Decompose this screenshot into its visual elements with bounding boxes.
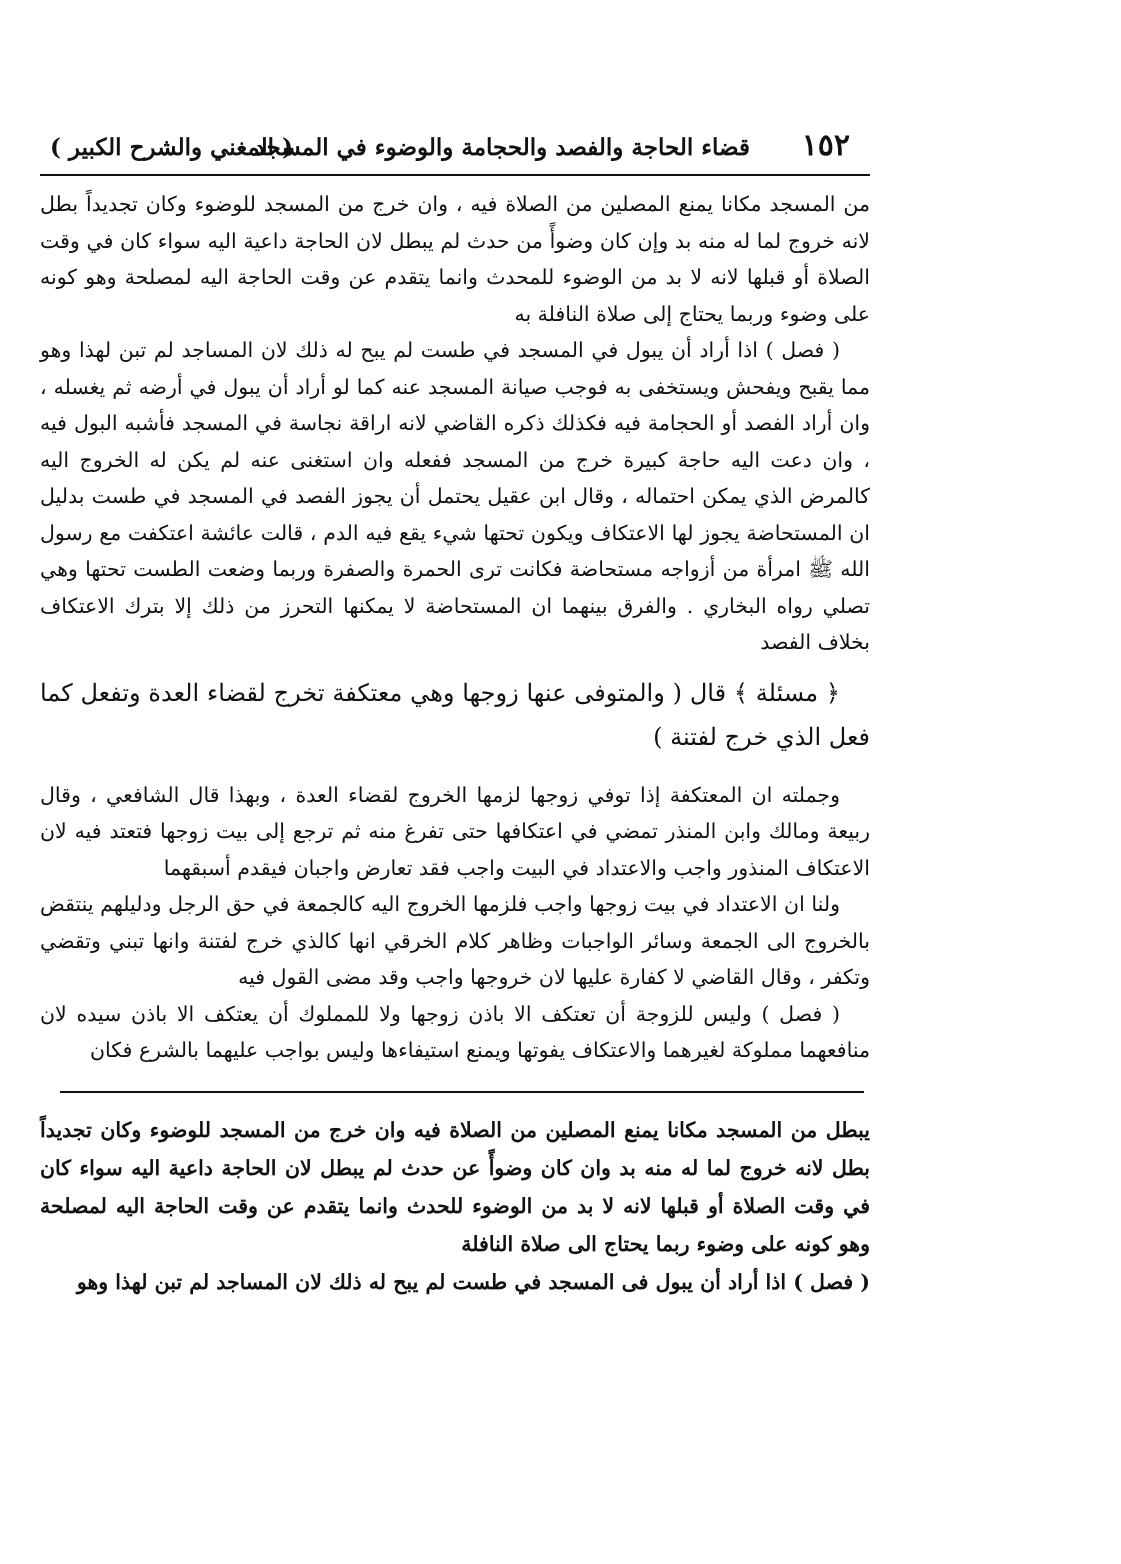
book-title: ( المغني والشرح الكبير )	[50, 134, 293, 161]
paragraph-fasl-zawjah: ( فصل ) وليس للزوجة أن تعتكف الا باذن زوجها ولا للمملوك أن يعتكف الا باذن سيده لان منافعهما مملوكة لغيرهما والاعتكاف يفوتها ويمنع استيفاءها وليس بواجب عليهما بالشرع فكان	[40, 1001, 870, 1062]
commentary-paragraph-2: ( فصل ) اذا أراد أن يبول فى المسجد في طست لم يبح له ذلك لان المساجد لم تبن لهذا وهو	[76, 1269, 870, 1294]
running-title: قضاء الحاجة والفصد والحجامة والوضوء في المسجد	[254, 134, 750, 161]
page-header	[40, 128, 870, 176]
masala-heading: ﴿ مسئلة ﴾ قال ( والمتوفى عنها زوجها وهي معتكفة تخرج لقضاء العدة وتفعل كما فعل الذي خرج لفتنة )	[40, 678, 870, 751]
commentary-divider	[60, 1091, 864, 1093]
paragraph-fasl-tast: ( فصل ) اذا أراد أن يبول في المسجد في طست لم يبح له ذلك لان المساجد لم تبن لهذا وهو مما يقبح ويفحش ويستخفى به فوجب صيانة المسجد عنه كما لو أراد أن يبول في أرضه ثم يغسله ، وان أراد الفصد أو الحجامة فيه فكذلك ذكره القاضي لانه اراقة نجاسة في المسجد فأشبه البول فيه ، وان دعت اليه حاجة كبيرة خرج من المسجد ففعله وان استغنى عنه لم يكن له الخروج اليه كالمرض الذي يمكن احتماله ، وقال ابن عقيل يحتمل أن يجوز الفصد في المسجد في طست بدليل ان المستحاضة يجوز لها الاعتكاف ويكون تحتها شيء يقع فيه الدم ، قالت عائشة اعتكفت مع رسول الله ﷺ امرأة من أزواجه مستحاضة فكانت ترى الحمرة والصفرة وربما وضعت الطست تحتها وهي تصلي رواه البخاري . والفرق بينهما ان المستحاضة لا يمكنها التحرز من ذلك إلا بترك الاعتكاف بخلاف الفصد	[40, 338, 870, 654]
paragraph-wa-lana: ولنا ان الاعتداد في بيت زوجها واجب فلزمها الخروج اليه كالجمعة في حق الرجل ودليلهم ينتقض بالخروج الى الجمعة وسائر الواجبات وظاهر كلام الخرقي انها كالذي خرج لفتنة وانها تبني وتقضي وتكفر ، وقال القاضي لا كفارة عليها لان خروجها واجب وقد مضى القول فيه	[40, 892, 870, 989]
paragraph-1: من المسجد مكانا يمنع المصلين من الصلاة فيه ، وان خرج من المسجد للوضوء وكان تجديداً بطل لانه خروج لما له منه بد وإن كان وضوأً من حدث لم يبطل لان الحاجة داعية اليه سواء كان في وقت الصلاة أو قبلها لانه لا بد من الوضوء للمحدث وانما يتقدم عن وقت الحاجة اليه لمصلحة وهو كونه على وضوء وربما يحتاج إلى صلاة النافلة به	[40, 192, 870, 326]
commentary-paragraph-1: يبطل من المسجد مكانا يمنع المصلين من الصلاة فيه وان خرج من المسجد للوضوء وكان تجديداً بطل لانه خروج لما له منه بد وان كان وضوأً عن حدث لم يبطل لان الحاجة داعية اليه سواء كان في وقت الصلاة أو قبلها لانه لا بد من الوضوء للحدث وانما يتقدم عن وقت الحاجة اليه لمصلحة وهو كونه على وضوء ربما يحتاج الى صلاة النافلة	[40, 1117, 870, 1256]
paragraph-mutaaddah: وجملته ان المعتكفة إذا توفي زوجها لزمها الخروج لقضاء العدة ، وبهذا قال الشافعي ، وقال ربيعة ومالك وابن المنذر تمضي في اعتكافها حتى تفرغ منه ثم ترجع إلى بيت زوجها فتعتد فيه لان الاعتكاف المنذور واجب والاعتداد في البيت واجب فقد تعارض واجبان فيقدم أسبقهما	[40, 782, 870, 880]
page-number: ١٥٢	[801, 128, 850, 163]
main-text	[40, 186, 870, 1069]
book-page	[40, 128, 870, 1301]
commentary-section	[40, 1111, 870, 1301]
